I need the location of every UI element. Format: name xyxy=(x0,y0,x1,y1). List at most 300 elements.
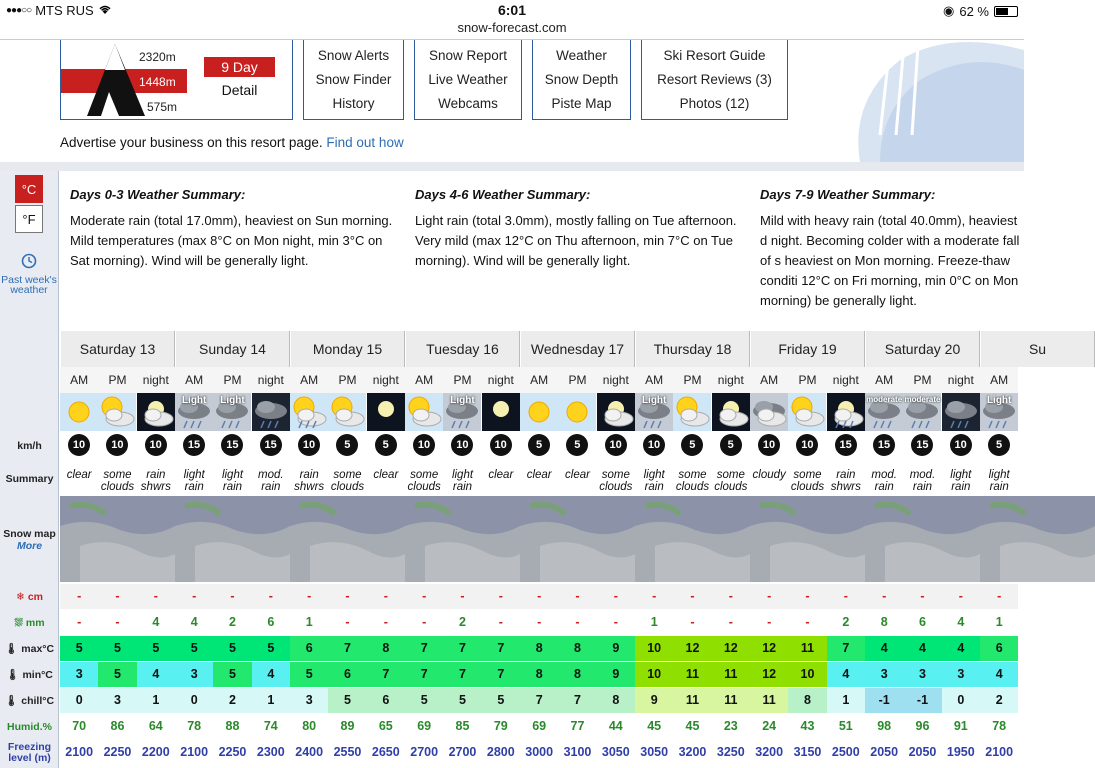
rain-mm-cell: - xyxy=(767,615,772,629)
label-snowmap: Snow map xyxy=(3,528,56,540)
snow-map-thumbnail[interactable] xyxy=(60,496,175,582)
summary-cell: some clouds xyxy=(599,469,633,493)
humidity-cell: 89 xyxy=(340,719,355,733)
min-temp-cell: 7 xyxy=(482,662,520,687)
celsius-button[interactable]: °C xyxy=(15,175,43,203)
icon-caption: moderate xyxy=(866,395,903,404)
period-label: night xyxy=(367,367,405,393)
humidity-cell: 78 xyxy=(187,719,202,733)
rain-mm-cell: - xyxy=(383,615,388,629)
rain-mm-cell: 1 xyxy=(995,615,1003,629)
max-temp-cell: 4 xyxy=(942,636,980,661)
summary-days-7-9 xyxy=(760,185,1024,311)
freezing-level-cell: 3250 xyxy=(716,745,745,759)
chill-cell: 1 xyxy=(252,688,290,713)
chill-cell: 11 xyxy=(712,688,750,713)
raindrop-icon: ⛆ xyxy=(14,617,23,629)
row-label-max xyxy=(0,644,59,655)
max-temp-cell: 7 xyxy=(443,636,481,661)
min-temp-cell: 8 xyxy=(520,662,558,687)
freezing-level-cell: 2700 xyxy=(410,745,439,759)
day-header[interactable]: Thursday 18 xyxy=(635,331,750,367)
wind-arrow-icon: 10 xyxy=(605,434,627,456)
humidity-cell: 65 xyxy=(378,719,393,733)
day-header[interactable]: Friday 19 xyxy=(750,331,865,367)
snow-cm-cell: - xyxy=(980,584,1018,609)
humidity-cell: 77 xyxy=(570,719,585,733)
humidity-cell: 85 xyxy=(455,719,470,733)
summary-cell: clear xyxy=(488,469,514,481)
max-temp-cell: 6 xyxy=(290,636,328,661)
advert-line xyxy=(60,135,404,150)
wind-arrow-icon: 5 xyxy=(566,434,588,456)
chill-cell: -1 xyxy=(865,688,903,713)
summary-text: Mild with heavy rain (total 40.0mm), heaviest d night. Becoming colder with a moderate fall of s heaviest on Mon morning. Freeze-thaw conditi 12°C on Fri morning, min 0°C on Mon morning) be generally light. xyxy=(760,213,1020,308)
humidity-cell: 98 xyxy=(877,719,892,733)
min-temp-cell: 11 xyxy=(673,662,711,687)
freezing-level-cell: 2050 xyxy=(908,745,937,759)
label-humid: Humid.% xyxy=(7,721,52,733)
freezing-level-cell: 2300 xyxy=(256,745,285,759)
summary-cell: mod. rain xyxy=(871,469,897,493)
chill-cell: 0 xyxy=(175,688,213,713)
forecast-table xyxy=(60,331,1047,768)
period-label: night xyxy=(827,367,865,393)
period-label: PM xyxy=(558,367,596,393)
summary-cell: clear xyxy=(66,469,92,481)
summary-cell: rain shwrs xyxy=(140,469,171,493)
period-label: AM xyxy=(635,367,673,393)
snow-cm-cell: - xyxy=(137,584,175,609)
battery-percent: 62 % xyxy=(959,3,989,19)
fahrenheit-button[interactable]: °F xyxy=(15,205,43,233)
max-temp-cell: 8 xyxy=(367,636,405,661)
status-bar xyxy=(0,0,1024,40)
min-temp-cell: 4 xyxy=(137,662,175,687)
summary-cell: light rain xyxy=(451,469,474,493)
snow-cm-cell: - xyxy=(443,584,481,609)
wind-arrow-icon: 15 xyxy=(835,434,857,456)
resort-header xyxy=(0,40,1024,162)
rain-mm-cell: - xyxy=(422,615,427,629)
chill-cell: 11 xyxy=(750,688,788,713)
snow-cm-cell: - xyxy=(367,584,405,609)
wind-arrow-icon: 10 xyxy=(796,434,818,456)
weather-icon xyxy=(405,393,443,431)
elevation-bottom[interactable]: 575m xyxy=(147,100,178,114)
summary-cell: mod. rain xyxy=(258,469,284,493)
rain-mm-cell: 4 xyxy=(957,615,965,629)
rain-mm-cell: 4 xyxy=(190,615,198,629)
icon-caption: moderate xyxy=(904,395,941,404)
chill-cell: 11 xyxy=(673,688,711,713)
signal-icon: ●●●○○ xyxy=(6,5,32,16)
min-temp-cell: 3 xyxy=(942,662,980,687)
period-label: AM xyxy=(405,367,443,393)
weather-icon xyxy=(635,393,673,431)
period-label: AM xyxy=(175,367,213,393)
wind-arrow-icon: 5 xyxy=(336,434,358,456)
freezing-level-cell: 2100 xyxy=(65,745,94,759)
divider-band xyxy=(0,162,1024,171)
humidity-cell: 91 xyxy=(953,719,968,733)
rain-mm-cell: - xyxy=(115,615,120,629)
day-header[interactable]: Sunday 14 xyxy=(175,331,290,367)
label-mm: mm xyxy=(25,617,45,629)
max-temp-cell: 11 xyxy=(788,636,826,661)
min-temp-cell: 3 xyxy=(175,662,213,687)
min-temp-cell: 12 xyxy=(750,662,788,687)
max-temp-cell: 5 xyxy=(60,636,98,661)
max-temp-cell: 7 xyxy=(328,636,366,661)
nav-weather[interactable]: Weather xyxy=(556,48,607,64)
nav-snow-report[interactable]: Snow Report xyxy=(428,48,508,64)
snow-cm-cell: - xyxy=(558,584,596,609)
label-cm: cm xyxy=(27,591,43,603)
wind-arrow-icon: 15 xyxy=(260,434,282,456)
summary-cell: some clouds xyxy=(407,469,441,493)
weather-icon xyxy=(328,393,366,431)
rain-mm-cell: - xyxy=(805,615,810,629)
summary-cell: light rain xyxy=(183,469,205,493)
thermometer-icon: 🌡 xyxy=(6,669,20,681)
period-label: PM xyxy=(328,367,366,393)
wind-arrow-icon: 5 xyxy=(681,434,703,456)
period-label: night xyxy=(252,367,290,393)
chill-cell: 5 xyxy=(405,688,443,713)
chill-cell: 8 xyxy=(597,688,635,713)
summary-title: Days 0-3 Weather Summary: xyxy=(70,187,246,202)
max-temp-cell: 8 xyxy=(558,636,596,661)
row-label-mm xyxy=(0,618,59,629)
humidity-cell: 45 xyxy=(685,719,700,733)
min-temp-cell: 4 xyxy=(980,662,1018,687)
min-temp-cell: 7 xyxy=(405,662,443,687)
humidity-cell: 74 xyxy=(263,719,278,733)
chill-cell: 9 xyxy=(635,688,673,713)
snow-map-thumbnail[interactable] xyxy=(290,496,405,582)
icon-caption: Light xyxy=(181,395,207,406)
icon-caption: Light xyxy=(641,395,667,406)
nav-live-weather[interactable]: Live Weather xyxy=(428,71,508,87)
weather-icon xyxy=(558,393,596,431)
period-label: PM xyxy=(903,367,941,393)
period-label: AM xyxy=(750,367,788,393)
day-header[interactable]: Su xyxy=(980,331,1095,367)
nine-day-button[interactable]: 9 Day xyxy=(204,57,275,77)
weather-icon xyxy=(673,393,711,431)
freezing-level-cell: 2250 xyxy=(103,745,132,759)
summary-cell: rain shwrs xyxy=(830,469,861,493)
label-summary: Summary xyxy=(5,473,54,485)
max-temp-cell: 12 xyxy=(750,636,788,661)
battery-group xyxy=(943,3,1018,19)
weather-icon xyxy=(942,393,980,431)
detail-link[interactable]: Detail xyxy=(221,82,258,98)
period-label: AM xyxy=(980,367,1018,393)
max-temp-cell: 10 xyxy=(635,636,673,661)
max-temp-cell: 12 xyxy=(712,636,750,661)
freezing-level-cell: 3000 xyxy=(525,745,554,759)
icon-caption: Light xyxy=(220,395,245,406)
sidebar xyxy=(0,171,59,768)
period-label: AM xyxy=(520,367,558,393)
chill-cell: 5 xyxy=(482,688,520,713)
period-label: PM xyxy=(673,367,711,393)
nav-photos[interactable]: Photos (12) xyxy=(679,95,750,111)
snow-cm-cell: - xyxy=(482,584,520,609)
summary-cell: mod. rain xyxy=(909,469,936,493)
max-temp-cell: 9 xyxy=(597,636,635,661)
elevation-selector[interactable] xyxy=(60,40,293,120)
freezing-level-cell: 2050 xyxy=(870,745,899,759)
max-temp-cell: 8 xyxy=(520,636,558,661)
max-temp-cell: 7 xyxy=(405,636,443,661)
rain-mm-cell: - xyxy=(77,615,82,629)
snow-cm-cell: - xyxy=(98,584,136,609)
wind-arrow-icon: 5 xyxy=(988,434,1010,456)
humidity-cell: 70 xyxy=(72,719,87,733)
nav-ski-resort-guide[interactable]: Ski Resort Guide xyxy=(663,48,766,64)
snow-cm-cell: - xyxy=(175,584,213,609)
humidity-cell: 80 xyxy=(302,719,317,733)
weather-icon xyxy=(60,393,98,431)
battery-icon xyxy=(994,6,1018,17)
snow-map-thumbnail[interactable] xyxy=(520,496,635,582)
wind-arrow-icon: 15 xyxy=(183,434,205,456)
url-bar[interactable]: snow-forecast.com xyxy=(457,20,567,35)
summary-cell: some clouds xyxy=(790,469,825,493)
chill-cell: 1 xyxy=(827,688,865,713)
summary-cell: some clouds xyxy=(330,469,365,493)
min-temp-cell: 3 xyxy=(60,662,98,687)
humidity-cell: 51 xyxy=(838,719,853,733)
snow-cm-cell: - xyxy=(60,584,98,609)
wind-arrow-icon: 10 xyxy=(643,434,665,456)
skier-illustration xyxy=(820,40,1024,162)
rain-mm-cell: 2 xyxy=(842,615,850,629)
weather-summary-panel xyxy=(60,171,1024,331)
rain-mm-cell: 2 xyxy=(229,615,236,629)
rain-mm-cell: - xyxy=(728,615,733,629)
snow-cm-cell: - xyxy=(712,584,750,609)
advert-link[interactable]: Find out how xyxy=(326,135,404,150)
min-temp-cell: 8 xyxy=(558,662,596,687)
period-label: PM xyxy=(213,367,251,393)
freezing-level-cell: 2650 xyxy=(371,745,400,759)
weather-icon xyxy=(750,393,788,431)
weather-icon xyxy=(252,393,290,431)
min-temp-cell: 5 xyxy=(98,662,136,687)
max-temp-cell: 12 xyxy=(673,636,711,661)
rain-mm-cell: - xyxy=(345,615,350,629)
min-temp-cell: 9 xyxy=(597,662,635,687)
weather-icon xyxy=(98,393,136,431)
summary-cell: light rain xyxy=(643,469,665,493)
snow-cm-cell: - xyxy=(252,584,290,609)
min-temp-cell: 3 xyxy=(865,662,903,687)
min-temp-cell: 4 xyxy=(827,662,865,687)
chill-cell: 0 xyxy=(60,688,98,713)
summary-text: Light rain (total 3.0mm), mostly falling on Tue afternoon. Very mild (max 12°C on Thu afternoon, min 7°C on Tue morning). Wind will be generally light. xyxy=(415,213,737,268)
snow-map-thumbnail[interactable] xyxy=(635,496,750,582)
chill-cell: 2 xyxy=(980,688,1018,713)
wind-arrow-icon: 10 xyxy=(68,434,90,456)
min-temp-cell: 7 xyxy=(443,662,481,687)
snow-map-thumbnail[interactable] xyxy=(865,496,980,582)
summary-text: Moderate rain (total 17.0mm), heaviest on Sun morning. Mild temperatures (max 8°C on Mon night, min 3°C on Sat morning). Wind will be generally light. xyxy=(70,213,393,268)
period-label: PM xyxy=(788,367,826,393)
clock-icon[interactable] xyxy=(21,253,37,274)
nav-history[interactable]: History xyxy=(332,95,375,111)
chill-cell: 7 xyxy=(520,688,558,713)
freezing-level-cell: 1950 xyxy=(946,745,975,759)
wind-arrow-icon: 10 xyxy=(413,434,435,456)
chill-cell: 7 xyxy=(558,688,596,713)
humidity-cell: 43 xyxy=(800,719,815,733)
rain-mm-cell: 1 xyxy=(650,615,658,629)
freezing-level-cell: 2250 xyxy=(218,745,247,759)
freezing-level-cell: 3150 xyxy=(793,745,822,759)
nav-resort-reviews[interactable]: Resort Reviews (3) xyxy=(657,71,772,87)
rain-mm-cell: - xyxy=(690,615,695,629)
snow-cm-cell: - xyxy=(903,584,941,609)
snow-cm-cell: - xyxy=(520,584,558,609)
max-temp-cell: 5 xyxy=(137,636,175,661)
nav-webcams[interactable]: Webcams xyxy=(438,95,498,111)
period-label: night xyxy=(137,367,175,393)
wind-arrow-icon: 10 xyxy=(298,434,320,456)
freezing-level-cell: 3050 xyxy=(601,745,630,759)
rain-mm-cell: - xyxy=(575,615,580,629)
min-temp-cell: 5 xyxy=(290,662,328,687)
freezing-level-cell: 2700 xyxy=(448,745,477,759)
chill-cell: 3 xyxy=(290,688,328,713)
label-min: min°C xyxy=(22,669,53,681)
snowmap-more-link[interactable]: More xyxy=(16,540,43,552)
weather-icon xyxy=(712,393,750,431)
freezing-level-cell: 3100 xyxy=(563,745,592,759)
humidity-cell: 69 xyxy=(417,719,432,733)
wind-arrow-icon: 10 xyxy=(451,434,473,456)
summary-title: Days 4-6 Weather Summary: xyxy=(415,187,591,202)
wind-arrow-icon: 15 xyxy=(873,434,895,456)
chill-cell: 6 xyxy=(367,688,405,713)
rain-mm-cell: 8 xyxy=(880,615,888,629)
nav-snow-alerts[interactable]: Snow Alerts xyxy=(317,48,390,64)
chill-cell: 1 xyxy=(137,688,175,713)
icon-caption: Light xyxy=(450,395,475,406)
humidity-cell: 78 xyxy=(992,719,1007,733)
summary-cell: clear xyxy=(373,469,399,481)
humidity-cell: 23 xyxy=(723,719,738,733)
snow-cm-cell: - xyxy=(673,584,711,609)
weather-icon xyxy=(903,393,941,431)
summary-cell: light rain xyxy=(988,469,1010,493)
period-label: night xyxy=(597,367,635,393)
freezing-level-cell: 2100 xyxy=(180,745,209,759)
min-temp-cell: 11 xyxy=(712,662,750,687)
snow-map-thumbnail[interactable] xyxy=(980,496,1095,582)
summary-cell: clear xyxy=(526,469,552,481)
min-temp-cell: 4 xyxy=(252,662,290,687)
wind-arrow-icon: 10 xyxy=(106,434,128,456)
min-temp-cell: 5 xyxy=(213,662,251,687)
humidity-cell: 88 xyxy=(225,719,240,733)
snowflake-icon: ❄ xyxy=(16,591,25,603)
snow-map-thumbnail[interactable] xyxy=(405,496,520,582)
humidity-cell: 79 xyxy=(493,719,508,733)
weather-icon xyxy=(520,393,558,431)
summary-cell: cloudy xyxy=(752,469,786,481)
weather-icon xyxy=(213,393,251,431)
elevation-top[interactable]: 2320m xyxy=(139,50,176,64)
nav-piste-map[interactable]: Piste Map xyxy=(551,95,612,111)
snow-cm-cell: - xyxy=(827,584,865,609)
freezing-level-cell: 2800 xyxy=(486,745,515,759)
day-header[interactable]: Monday 15 xyxy=(290,331,405,367)
max-temp-cell: 4 xyxy=(903,636,941,661)
lock-rotation-icon: ◉ xyxy=(943,3,955,18)
summary-cell: some clouds xyxy=(714,469,748,493)
chill-cell: 5 xyxy=(443,688,481,713)
snow-cm-cell: - xyxy=(865,584,903,609)
chill-cell: 8 xyxy=(788,688,826,713)
snow-cm-cell: - xyxy=(788,584,826,609)
humidity-cell: 64 xyxy=(148,719,163,733)
period-label: AM xyxy=(290,367,328,393)
min-temp-cell: 3 xyxy=(903,662,941,687)
nav-snow-depth[interactable]: Snow Depth xyxy=(544,71,619,87)
day-header[interactable]: Tuesday 16 xyxy=(405,331,520,367)
day-header[interactable]: Saturday 20 xyxy=(865,331,980,367)
label-kmh: km/h xyxy=(17,440,42,452)
snow-cm-cell: - xyxy=(213,584,251,609)
rain-mm-cell: - xyxy=(498,615,503,629)
summary-days-0-3 xyxy=(70,185,400,271)
chill-cell: 0 xyxy=(942,688,980,713)
period-label: AM xyxy=(865,367,903,393)
rain-mm-cell: 6 xyxy=(267,615,275,629)
weather-icon xyxy=(827,393,865,431)
period-label: night xyxy=(712,367,750,393)
summary-cell: rain shwrs xyxy=(294,469,325,493)
snow-cm-cell: - xyxy=(750,584,788,609)
nav-box-4 xyxy=(641,40,788,120)
weather-icon xyxy=(443,393,481,431)
period-label: night xyxy=(482,367,520,393)
summary-title: Days 7-9 Weather Summary: xyxy=(760,187,936,202)
freezing-level-cell: 2550 xyxy=(333,745,362,759)
humidity-cell: 44 xyxy=(608,719,623,733)
snow-map-thumbnail[interactable] xyxy=(175,496,290,582)
wind-arrow-icon: 10 xyxy=(490,434,512,456)
wind-arrow-icon: 15 xyxy=(911,434,933,456)
wind-arrow-icon: 5 xyxy=(720,434,742,456)
chill-cell: -1 xyxy=(903,688,941,713)
snow-map-thumbnail[interactable] xyxy=(750,496,865,582)
weather-icon xyxy=(865,393,903,431)
day-header[interactable]: Wednesday 17 xyxy=(520,331,635,367)
max-temp-cell: 5 xyxy=(213,636,251,661)
humidity-cell: 45 xyxy=(647,719,662,733)
nav-snow-finder[interactable]: Snow Finder xyxy=(315,71,392,87)
thermometer-icon: 🌡 xyxy=(4,695,19,707)
rain-mm-cell: 6 xyxy=(919,615,926,629)
past-weather-link[interactable]: Past week's weather xyxy=(1,274,57,296)
elevation-mid[interactable]: 1448m xyxy=(139,75,176,89)
day-header[interactable]: Saturday 13 xyxy=(60,331,175,367)
